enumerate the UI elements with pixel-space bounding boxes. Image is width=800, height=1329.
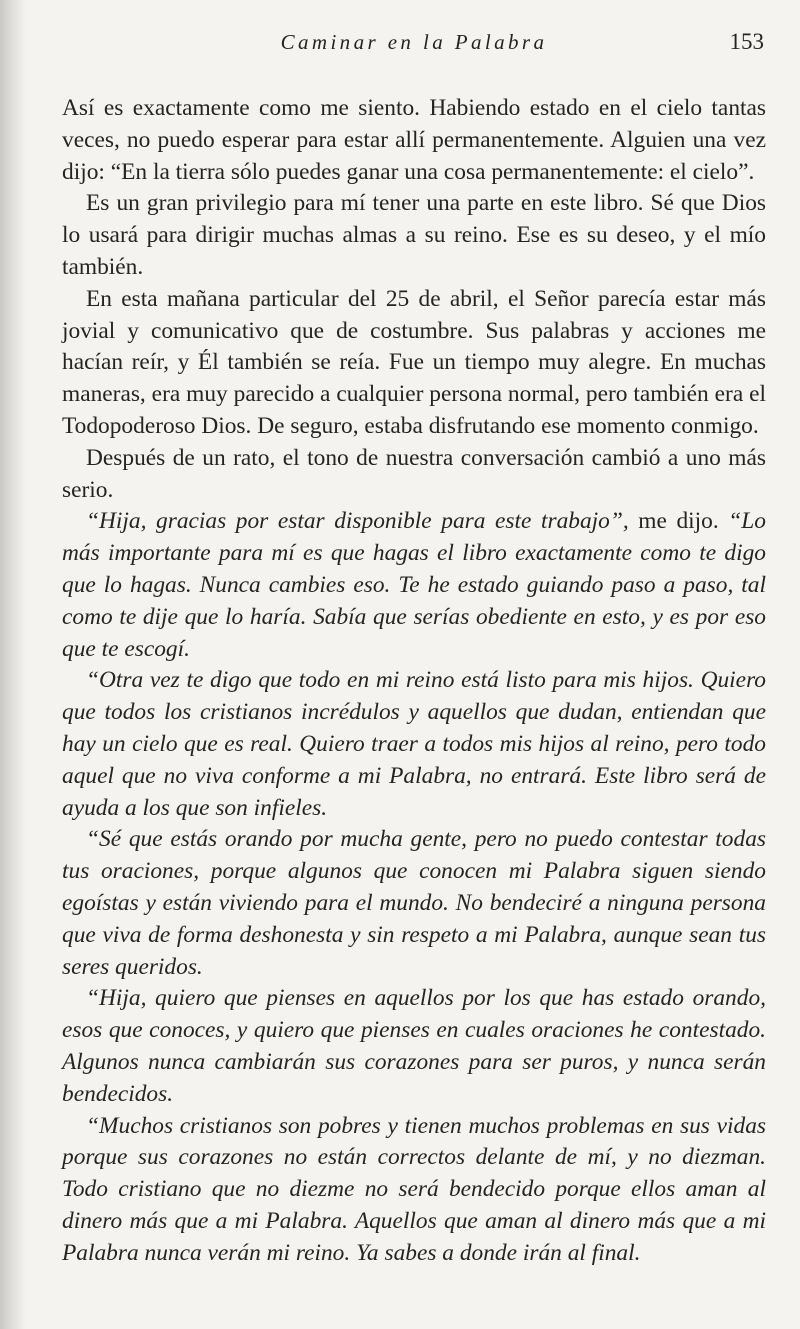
paragraph: En esta mañana particular del 25 de abril, el Señor parecía estar más jovial y comunicativo que de costumbre. Sus palabras y acciones me hacían reír, y Él también se reía. Fue un tiempo muy alegre. En muchas maneras, era muy parecido a cualquier persona normal, pero también era el Todopoderoso Dios. De seguro, estaba disfrutando ese momento conmigo. [62,285,766,439]
paragraph-quote: “Hija, quiero que pienses en aquellos por los que has estado orando, esos que conoces, y quiero que pienses en cuales oraciones he contestado. Algunos nunca cambiarán sus corazones para ser puros, y nunca serán bendecidos. [62,985,766,1107]
paragraph-quote: “Muchos cristianos son pobres y tienen muchos problemas en sus vidas porque sus corazones no están correctos delante de mí, y no diezman. Todo cristiano que no diezme no será bendecido porque ellos aman al dinero más que a mi Palabra. Aquellos que aman al dinero más que a mi Palabra nunca verán mi reino. Ya sabes a donde irán al final. [62,1112,766,1266]
page-number: 153 [729,29,764,54]
quote-segment: “Hija, gracias por estar disponible para este trabajo”, [86,508,629,535]
running-title: Caminar en la Palabra [280,30,548,54]
narration-segment: me dijo. [628,508,729,535]
paragraph: Después de un rato, el tono de nuestra conversación cambió a uno más serio. [62,444,766,503]
paragraph-quote: “Otra vez te digo que todo en mi reino está listo para mis hijos. Quiero que todos los cristianos incrédulos y aquellos que dudan, entiendan que hay un cielo que es real. Quiero traer a todos mis hijos al reino, pero todo aquel que no viva conforme a mi Palabra, no entrará. Este libro será de ayuda a los que son infieles. [62,667,766,821]
paragraph: Así es exactamente como me siento. Habiendo estado en el cielo tantas veces, no puedo esperar para estar allí permanentemente. Alguien una vez dijo: “En la tierra sólo puedes ganar una cosa permanentemente: el cielo”. [62,95,766,185]
paragraph: Es un gran privilegio para mí tener una parte en este libro. Sé que Dios lo usará para dirigir muchas almas a su reino. Ese es su deseo, y el mío también. [62,190,766,280]
paragraph-quote-mixed [62,506,766,665]
paragraph-quote: “Sé que estás orando por mucha gente, pero no puedo contestar todas tus oraciones, porque algunos que conocen mi Palabra siguen siendo egoístas y están viviendo para el mundo. No bendeciré a ninguna persona que viva de forma deshonesta y sin respeto a mi Palabra, aunque sean tus seres queridos. [62,826,766,980]
book-page [62,0,766,1329]
running-header [62,26,766,60]
quote-segment: “Lo más importante para mí es que hagas el libro exactamente como te digo que lo hagas. Nunca cambies eso. Te he estado guiando paso a paso, tal como te dije que lo haría. Sabía que serías obediente en esto, y es por eso que te escogí. [62,508,766,662]
body-text [62,93,766,1269]
page-gutter-shadow [0,0,26,1329]
